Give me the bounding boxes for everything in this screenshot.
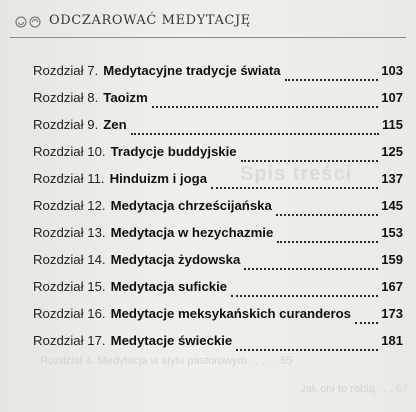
chapter-title: Tradycje buddyjskie [110,144,237,159]
chapter-number: Rozdział 8. [33,90,99,105]
dot-leader [285,79,379,81]
chapter-number: Rozdział 17. [33,333,106,348]
dot-leader [355,322,378,324]
chapter-number: Rozdział 9. [33,117,99,132]
chapter-title: Zen [103,117,127,132]
chapter-number: Rozdział 14. [33,252,106,267]
page-number: 107 [381,90,403,105]
chapter-title: Medytacje świeckie [110,333,233,348]
chapter-number: Rozdział 16. [33,306,106,321]
chapter-number: Rozdział 13. [33,225,106,240]
page-number: 159 [381,252,403,267]
bleed-through-line: Rozdział 4. Medytacja w stylu pastorowym . . . . . 55 [40,355,293,367]
page-number: 137 [381,171,403,186]
chapter-title: Medytacja żydowska [110,252,241,267]
chapter-number: Rozdział 15. [33,279,106,294]
chapter-title: Medytacja w hezychazmie [110,225,274,240]
dot-leader [211,187,378,189]
chapter-title: Medytacyjne tradycje świata [103,63,281,78]
dot-leader [277,241,378,243]
toc-entry [33,144,403,171]
dot-leader [131,133,379,135]
page-number: 167 [381,279,403,294]
toc-entry [33,225,403,252]
chapter-number: Rozdział 12. [33,198,106,213]
chapter-title: Taoizm [103,90,148,105]
page-header [0,0,416,40]
page-number: 153 [381,225,403,240]
chapter-title: Medytacja chrześcijańska [110,198,272,213]
dot-leader [244,268,378,270]
page-number: 103 [381,63,403,78]
toc-entry [33,117,403,144]
dot-leader [231,295,378,297]
toc-entry [33,279,403,306]
toc-entry [33,333,403,360]
bleed-through-title: Spis treści [240,163,353,185]
page-number: 115 [382,117,403,132]
page-number: 125 [381,144,403,159]
chapter-number: Rozdział 7. [33,63,99,78]
toc-entry [33,90,403,117]
page-number: 145 [381,198,403,213]
toc-entry [33,252,403,279]
dot-leader [276,214,378,216]
dot-leader [241,160,379,162]
table-of-contents [33,63,403,360]
chapter-title: Hinduizm i joga [109,171,208,186]
running-head: ODCZAROWAĆ MEDYTACJĘ [49,13,251,28]
chapter-number: Rozdział 11. [33,171,105,186]
toc-entry [33,171,403,198]
bleed-through-line: Jak oni to robią . . . 67 [300,383,409,395]
dot-leader [152,106,379,108]
toc-entry [33,63,403,90]
chapter-title: Medytacja sufickie [110,279,228,294]
page-number: 181 [381,333,403,348]
header-rule [10,37,406,38]
dot-leader [236,349,378,351]
page-number: 173 [381,306,403,321]
chapter-title: Medytacje meksykańskich curanderos [110,306,352,321]
spiral-ornament-icon [13,14,45,30]
toc-entry [33,306,403,333]
chapter-number: Rozdział 10. [33,144,106,159]
toc-entry [33,198,403,225]
